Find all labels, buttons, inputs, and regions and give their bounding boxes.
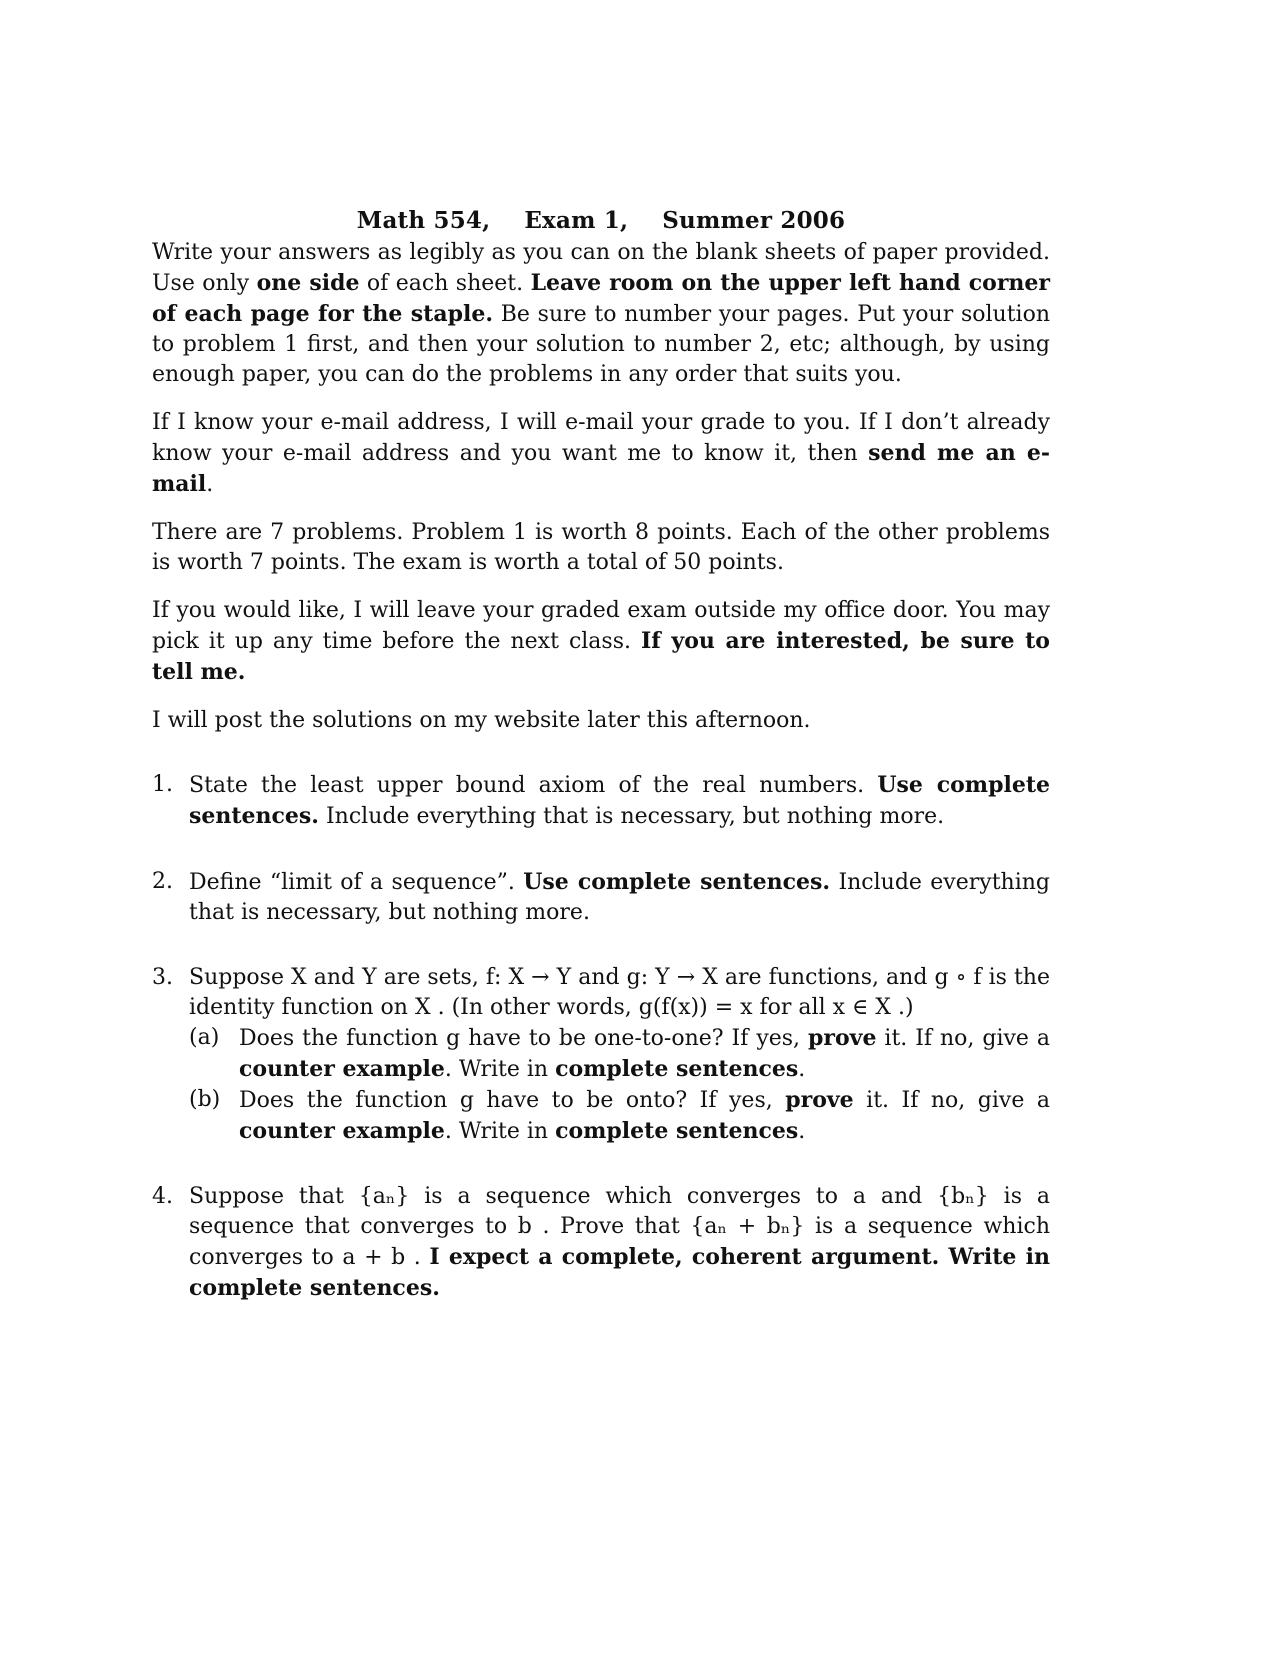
- problem-number: 4.: [152, 1184, 173, 1209]
- subpart-bold: complete sentences: [555, 1056, 799, 1082]
- problem-2: [152, 867, 1050, 928]
- subpart-bold: prove: [808, 1025, 877, 1051]
- subpart-label: (a): [189, 1025, 220, 1050]
- instr-bold: one side: [256, 270, 360, 296]
- instr-text: .: [206, 472, 214, 497]
- instructions-paragraph-2: [152, 408, 1050, 500]
- subpart-text: .: [798, 1119, 806, 1144]
- instructions-paragraph-4: [152, 596, 1050, 688]
- problem-3-stem: Suppose X and Y are sets, f: X → Y and g: Y → X are functions, and g ∘ f is the identity function on X . (In other words, g(f(x)) = x for all x ∈ X .): [189, 965, 1050, 1020]
- problem-bold: Use complete sentences.: [189, 772, 1050, 829]
- problem-bold: I expect a complete, coherent argument. Write in complete sentences.: [189, 1244, 1050, 1301]
- subpart-text: Does the function g have to be one-to-one? If yes,: [239, 1026, 809, 1051]
- problem-number: 3.: [152, 965, 173, 990]
- subpart-bold: prove: [785, 1087, 854, 1113]
- exam-title: [152, 206, 1050, 236]
- problem-1: [152, 770, 1050, 832]
- subpart-text: . Write in: [444, 1057, 556, 1082]
- instr-bold: send me an e-mail: [152, 440, 1050, 497]
- instructions-paragraph-5: I will post the solutions on my website later this afternoon.: [152, 708, 811, 733]
- problem-3: [152, 963, 1050, 1147]
- problem-bold: Use complete sentences.: [523, 869, 831, 895]
- instr-bold: If you are interested, be sure to tell me.: [152, 628, 1050, 685]
- exam-page: [152, 206, 1050, 1339]
- subpart-text: it. If no, give a: [853, 1088, 1050, 1113]
- problem-number: 2.: [152, 869, 173, 894]
- subpart-text: Does the function g have to be onto? If yes,: [239, 1088, 786, 1113]
- subpart-label: (b): [189, 1087, 221, 1112]
- instr-text: Be sure to number your pages. Put your solution to problem 1 first, and then your solution to number 2, etc; although, by using enough paper, you can do the problems in any order that suits you.: [152, 302, 1050, 387]
- problem-3b: [189, 1085, 1050, 1147]
- subpart-bold: complete sentences: [555, 1118, 799, 1144]
- instr-text: If you would like, I will leave your graded exam outside my office door. You may pick it up any time before the next class.: [152, 598, 1050, 654]
- instr-text: If I know your e-mail address, I will e-mail your grade to you. If I don’t already know your e-mail address and you want me to know it, then: [152, 410, 1050, 466]
- exam-number: Exam 1,: [524, 207, 629, 234]
- instr-bold: Leave room on the upper left hand corner of each page for the staple.: [152, 270, 1050, 327]
- problem-text: Suppose that {aₙ} is a sequence which converges to a and {bₙ} is a sequence that converges to b . Prove that {aₙ + bₙ} is a sequence which converges to a + b .: [189, 1184, 1050, 1270]
- subpart-text: it. If no, give a: [876, 1026, 1050, 1051]
- subpart-text: . Write in: [444, 1119, 556, 1144]
- exam-term: Summer 2006: [662, 207, 846, 234]
- instructions-paragraph-1: [152, 238, 1050, 390]
- problem-text: Include everything that is necessary, but nothing more.: [189, 870, 1050, 925]
- problem-list: [152, 770, 1050, 1304]
- problem-number: 1.: [152, 772, 173, 797]
- problem-text: State the least upper bound axiom of the real numbers.: [189, 773, 878, 798]
- problem-4: [152, 1182, 1050, 1304]
- instructions-paragraph-3: There are 7 problems. Problem 1 is worth 8 points. Each of the other problems is worth 7 points. The exam is worth a total of 50 points.: [152, 520, 1050, 575]
- instr-text: Write your answers as legibly as you can on the blank sheets of paper provided. Use only: [152, 240, 1050, 296]
- subpart-bold: counter example: [239, 1056, 445, 1082]
- problem-3a: [189, 1023, 1050, 1085]
- problem-text: Define “limit of a sequence”.: [189, 870, 524, 895]
- subpart-bold: counter example: [239, 1118, 445, 1144]
- problem-text: Include everything that is necessary, but nothing more.: [318, 804, 945, 829]
- instr-text: of each sheet.: [359, 271, 531, 296]
- subpart-text: .: [798, 1057, 806, 1082]
- course-title: Math 554,: [356, 207, 491, 234]
